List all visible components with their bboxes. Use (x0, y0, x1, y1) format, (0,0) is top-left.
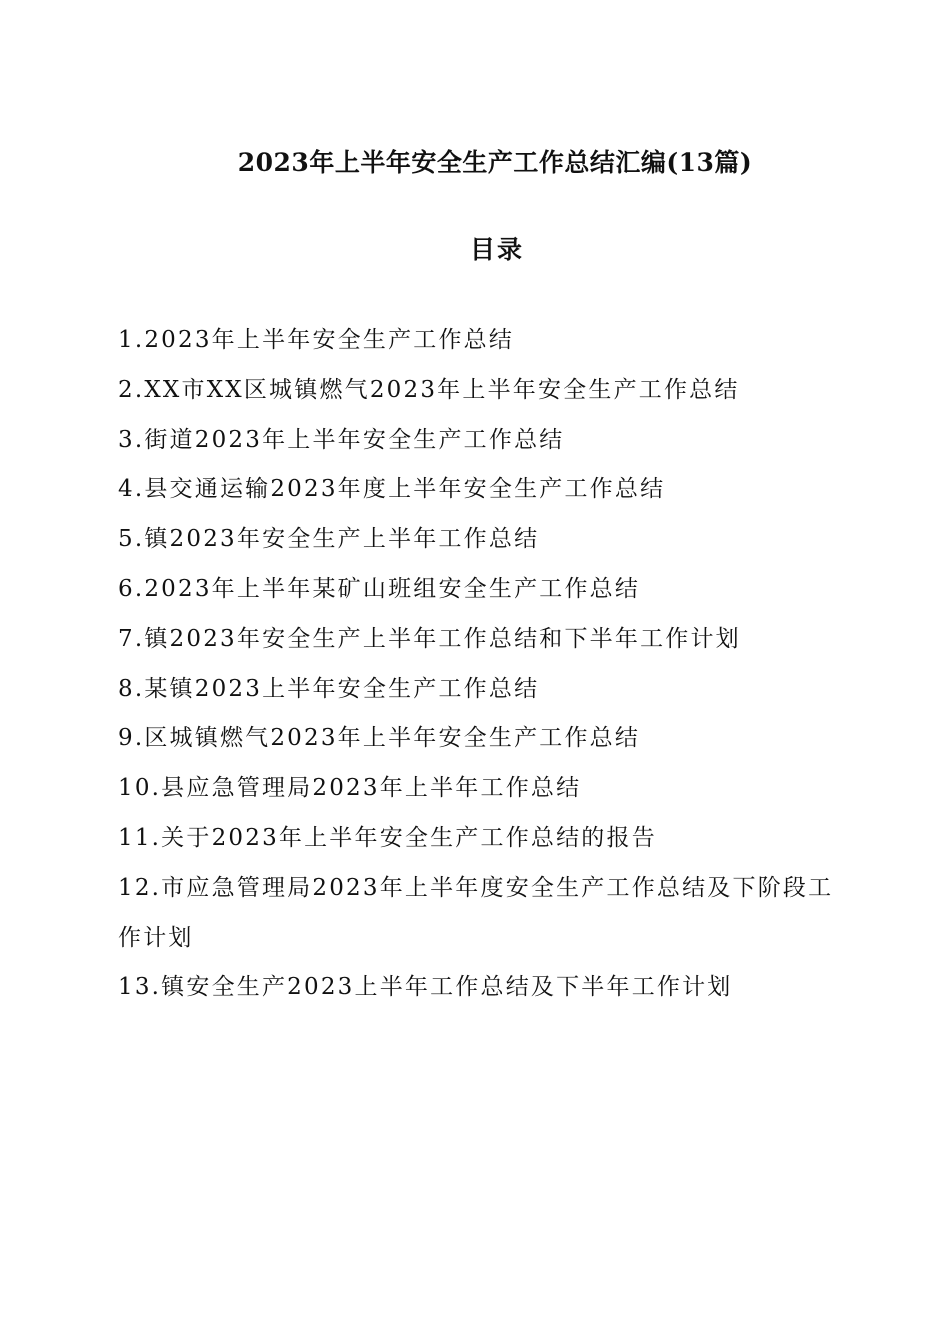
toc-item-2: 2.XX市XX区城镇燃气2023年上半年安全生产工作总结 (118, 376, 740, 403)
toc-item-13: 13.镇安全生产2023上半年工作总结及下半年工作计划 (118, 974, 733, 1001)
toc-item-8: 8.某镇2023上半年安全生产工作总结 (118, 675, 540, 702)
document-title: 2023年上半年安全生产工作总结汇编(13篇) (237, 148, 753, 177)
toc-item-4: 4.县交通运输2023年度上半年安全生产工作总结 (118, 476, 666, 503)
table-of-contents (118, 316, 838, 1013)
toc-heading: 目录 (469, 235, 524, 264)
toc-item-12: 12.市应急管理局2023年上半年度安全生产工作总结及下阶段工作计划 (118, 874, 834, 951)
toc-item-3: 3.街道2023年上半年安全生产工作总结 (118, 426, 565, 453)
toc-item-11: 11.关于2023年上半年安全生产工作总结的报告 (118, 824, 657, 851)
toc-item-9: 9.区城镇燃气2023年上半年安全生产工作总结 (118, 725, 641, 752)
toc-item-7: 7.镇2023年安全生产上半年工作总结和下半年工作计划 (118, 625, 741, 652)
toc-item-10: 10.县应急管理局2023年上半年工作总结 (118, 775, 582, 802)
toc-item-1: 1.2023年上半年安全生产工作总结 (118, 327, 515, 353)
toc-item-6: 6.2023年上半年某矿山班组安全生产工作总结 (118, 575, 641, 602)
toc-item-5: 5.镇2023年安全生产上半年工作总结 (118, 526, 540, 553)
